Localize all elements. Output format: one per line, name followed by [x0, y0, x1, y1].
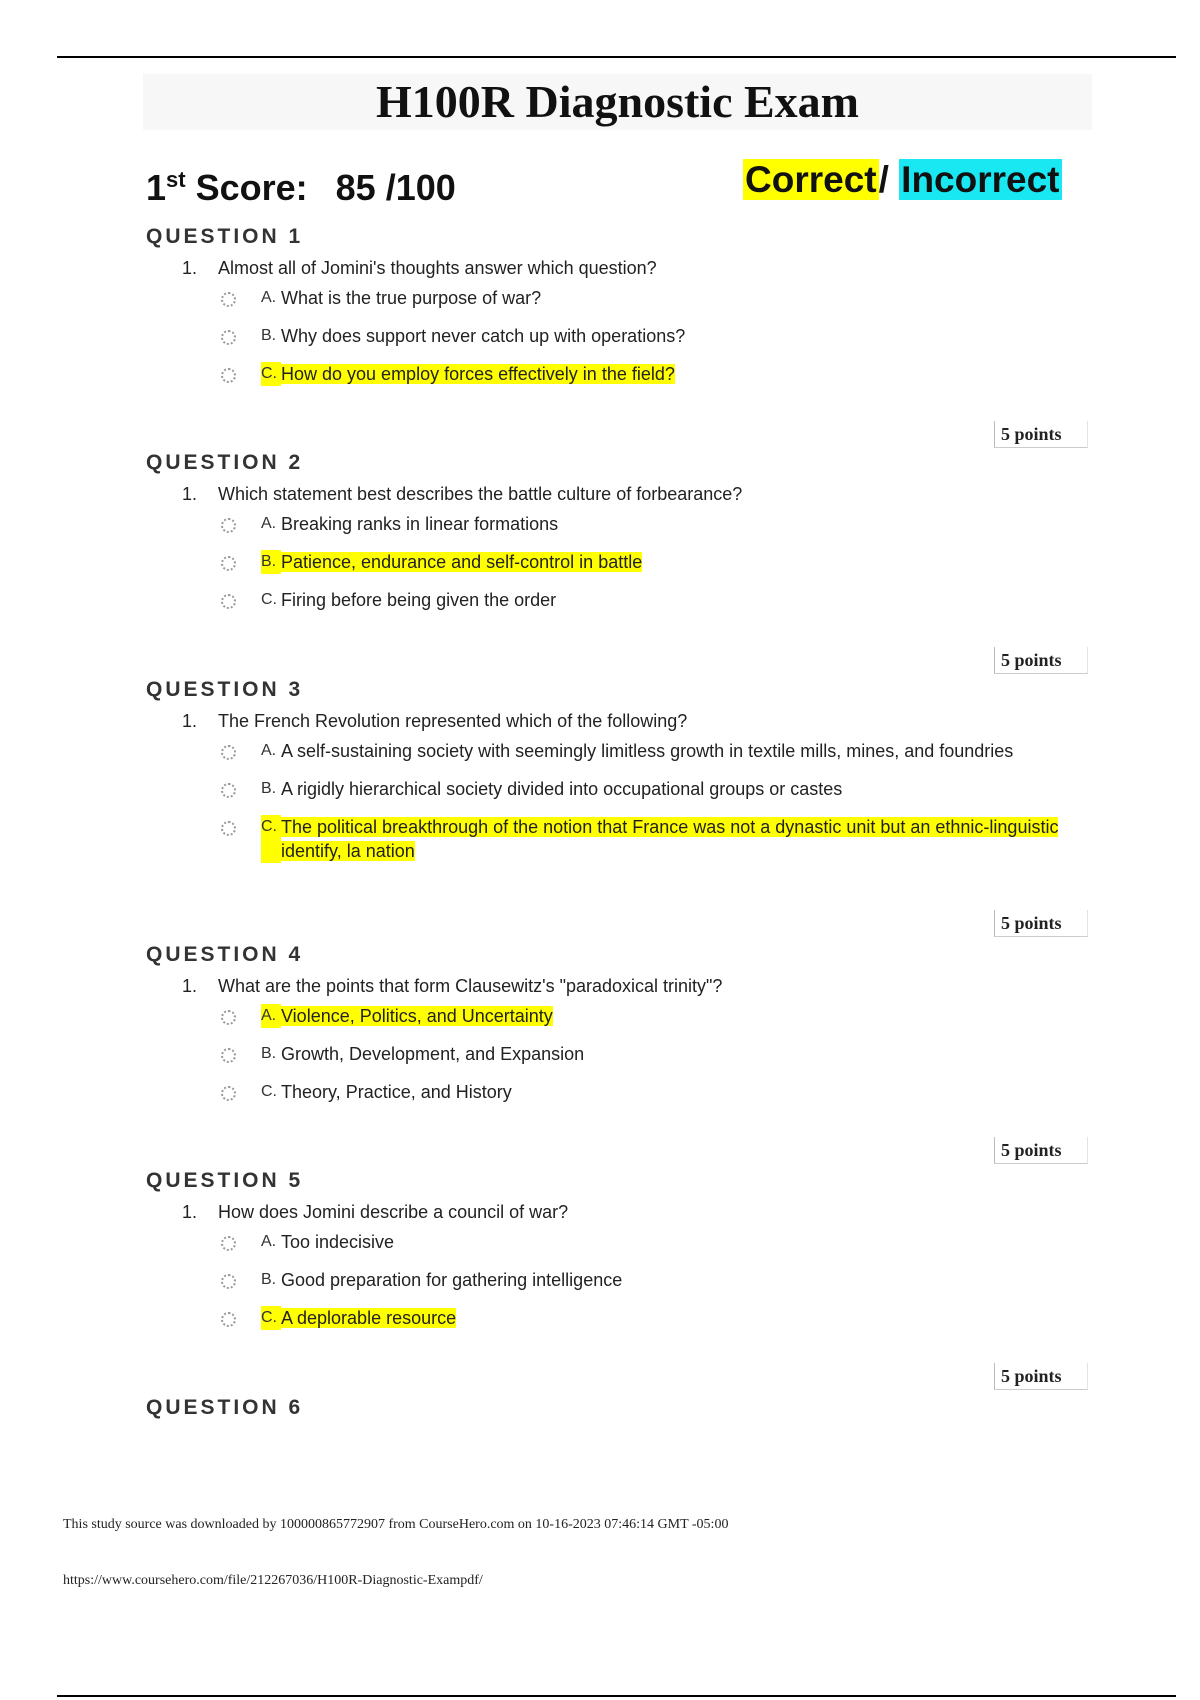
answer-option-correct[interactable]: [221, 815, 1096, 863]
points-badge: 5 points: [994, 910, 1088, 937]
question-block: [146, 940, 1096, 1118]
answer-option-correct[interactable]: [221, 1306, 1096, 1330]
answer-options: [221, 739, 1096, 863]
answer-option[interactable]: [221, 739, 1096, 763]
score-ordinal-suffix: st: [166, 167, 186, 192]
option-text: Growth, Development, and Expansion: [281, 1044, 585, 1064]
radio-button-icon[interactable]: [221, 821, 236, 836]
option-letter: A.: [261, 1004, 281, 1028]
score-line: [146, 157, 456, 211]
option-letter: B.: [261, 550, 281, 574]
answer-option-correct[interactable]: [221, 550, 1096, 574]
radio-button-icon[interactable]: [221, 783, 236, 798]
points-badge: 5 points: [994, 647, 1088, 674]
answer-option[interactable]: [221, 324, 1096, 348]
radio-button-icon[interactable]: [221, 1010, 236, 1025]
question-text: [182, 709, 1096, 733]
radio-button-icon[interactable]: [221, 330, 236, 345]
radio-button-icon[interactable]: [221, 292, 236, 307]
option-letter: C.: [261, 1083, 277, 1100]
question-block: [146, 222, 1096, 400]
question-number: 1.: [182, 976, 198, 996]
question-number: 1.: [182, 1202, 198, 1222]
question-heading: QUESTION 6: [146, 1396, 304, 1419]
question-text: [182, 482, 1096, 506]
option-letter: C.: [261, 815, 281, 863]
option-text: Theory, Practice, and History: [281, 1082, 512, 1102]
radio-button-icon[interactable]: [221, 594, 236, 609]
option-letter: C.: [261, 591, 277, 608]
option-text: How do you employ forces effectively in the field?: [281, 364, 675, 384]
question-number: 1.: [182, 711, 198, 731]
answer-options: [221, 286, 1096, 386]
answer-option[interactable]: [221, 588, 1096, 612]
option-text: Good preparation for gathering intelligence: [281, 1270, 623, 1290]
answer-option[interactable]: [221, 1042, 1096, 1066]
points-badge: 5 points: [994, 1363, 1088, 1390]
question-prompt: The French Revolution represented which of the following?: [218, 711, 688, 731]
radio-button-icon[interactable]: [221, 1274, 236, 1289]
option-text: A self-sustaining society with seemingly limitless growth in textile mills, mines, and foundries: [281, 741, 1014, 761]
radio-button-icon[interactable]: [221, 556, 236, 571]
legend-correct: Correct: [745, 159, 877, 200]
question-block: [146, 1166, 1096, 1344]
option-text: Why does support never catch up with operations?: [281, 326, 686, 346]
question-heading: QUESTION 2: [146, 451, 304, 474]
radio-button-icon[interactable]: [221, 1236, 236, 1251]
score-ordinal: 1: [146, 167, 167, 208]
radio-button-icon[interactable]: [221, 745, 236, 760]
question-prompt: What are the points that form Clausewitz's "paradoxical trinity"?: [218, 976, 723, 996]
question-number: 1.: [182, 484, 198, 504]
option-text: What is the true purpose of war?: [281, 288, 542, 308]
option-text: A rigidly hierarchical society divided into occupational groups or castes: [281, 779, 843, 799]
question-text: [182, 256, 1096, 280]
answer-option[interactable]: [221, 1230, 1096, 1254]
page-title: H100R Diagnostic Exam: [376, 76, 859, 127]
question-prompt: Almost all of Jomini's thoughts answer which question?: [218, 258, 657, 278]
points-badge: 5 points: [994, 421, 1088, 448]
answer-options: [221, 512, 1096, 612]
legend-incorrect: Incorrect: [901, 159, 1060, 200]
question-heading: QUESTION 4: [146, 943, 304, 966]
option-letter: A.: [261, 289, 277, 306]
option-letter: A.: [261, 742, 277, 759]
answer-option[interactable]: [221, 1080, 1096, 1104]
option-text: The political breakthrough of the notion that France was not a dynastic unit but an ethnic-linguistic identify, la nation: [281, 817, 1059, 861]
answer-legend: [743, 157, 1062, 203]
option-letter: B.: [261, 1271, 277, 1288]
radio-button-icon[interactable]: [221, 518, 236, 533]
radio-button-icon[interactable]: [221, 1312, 236, 1327]
option-text: Patience, endurance and self-control in battle: [281, 552, 643, 572]
answer-option-correct[interactable]: [221, 1004, 1096, 1028]
option-letter: B.: [261, 327, 277, 344]
option-text: Firing before being given the order: [281, 590, 557, 610]
source-url: https://www.coursehero.com/file/212267036/H100R-Diagnostic-Exampdf/: [63, 1573, 483, 1588]
answer-options: [221, 1004, 1096, 1104]
question-block: [146, 675, 1096, 877]
answer-option[interactable]: [221, 286, 1096, 310]
question-text: [182, 974, 1096, 998]
bottom-rule: [57, 1695, 1176, 1697]
download-note: This study source was downloaded by 100000865772907 from CourseHero.com on 10-16-2023 07:46:14 GMT -05:00: [63, 1517, 729, 1532]
question-prompt: How does Jomini describe a council of war?: [218, 1202, 569, 1222]
radio-button-icon[interactable]: [221, 1048, 236, 1063]
answer-option[interactable]: [221, 777, 1096, 801]
question-block: [146, 448, 1096, 626]
answer-options: [221, 1230, 1096, 1330]
legend-separator: /: [878, 159, 900, 200]
points-badge: 5 points: [994, 1137, 1088, 1164]
top-rule: [57, 56, 1176, 58]
answer-option[interactable]: [221, 1268, 1096, 1292]
question-heading: QUESTION 1: [146, 225, 304, 248]
answer-option-correct[interactable]: [221, 362, 1096, 386]
answer-option[interactable]: [221, 512, 1096, 536]
option-text: Breaking ranks in linear formations: [281, 514, 559, 534]
question-text: [182, 1200, 1096, 1224]
score-label: Score:: [195, 167, 308, 208]
radio-button-icon[interactable]: [221, 1086, 236, 1101]
option-text: A deplorable resource: [281, 1308, 457, 1328]
option-letter: C.: [261, 362, 281, 386]
option-letter: C.: [261, 1306, 281, 1330]
question-block: [146, 1393, 1096, 1423]
question-heading: QUESTION 3: [146, 678, 304, 701]
question-prompt: Which statement best describes the battle culture of forbearance?: [218, 484, 743, 504]
radio-button-icon[interactable]: [221, 368, 236, 383]
option-letter: B.: [261, 1045, 277, 1062]
score-value: 85 /100: [335, 167, 456, 208]
question-heading: QUESTION 5: [146, 1169, 304, 1192]
option-letter: B.: [261, 780, 277, 797]
option-letter: A.: [261, 1233, 277, 1250]
option-text: Too indecisive: [281, 1232, 395, 1252]
question-number: 1.: [182, 258, 198, 278]
option-letter: A.: [261, 515, 277, 532]
option-text: Violence, Politics, and Uncertainty: [281, 1006, 553, 1026]
